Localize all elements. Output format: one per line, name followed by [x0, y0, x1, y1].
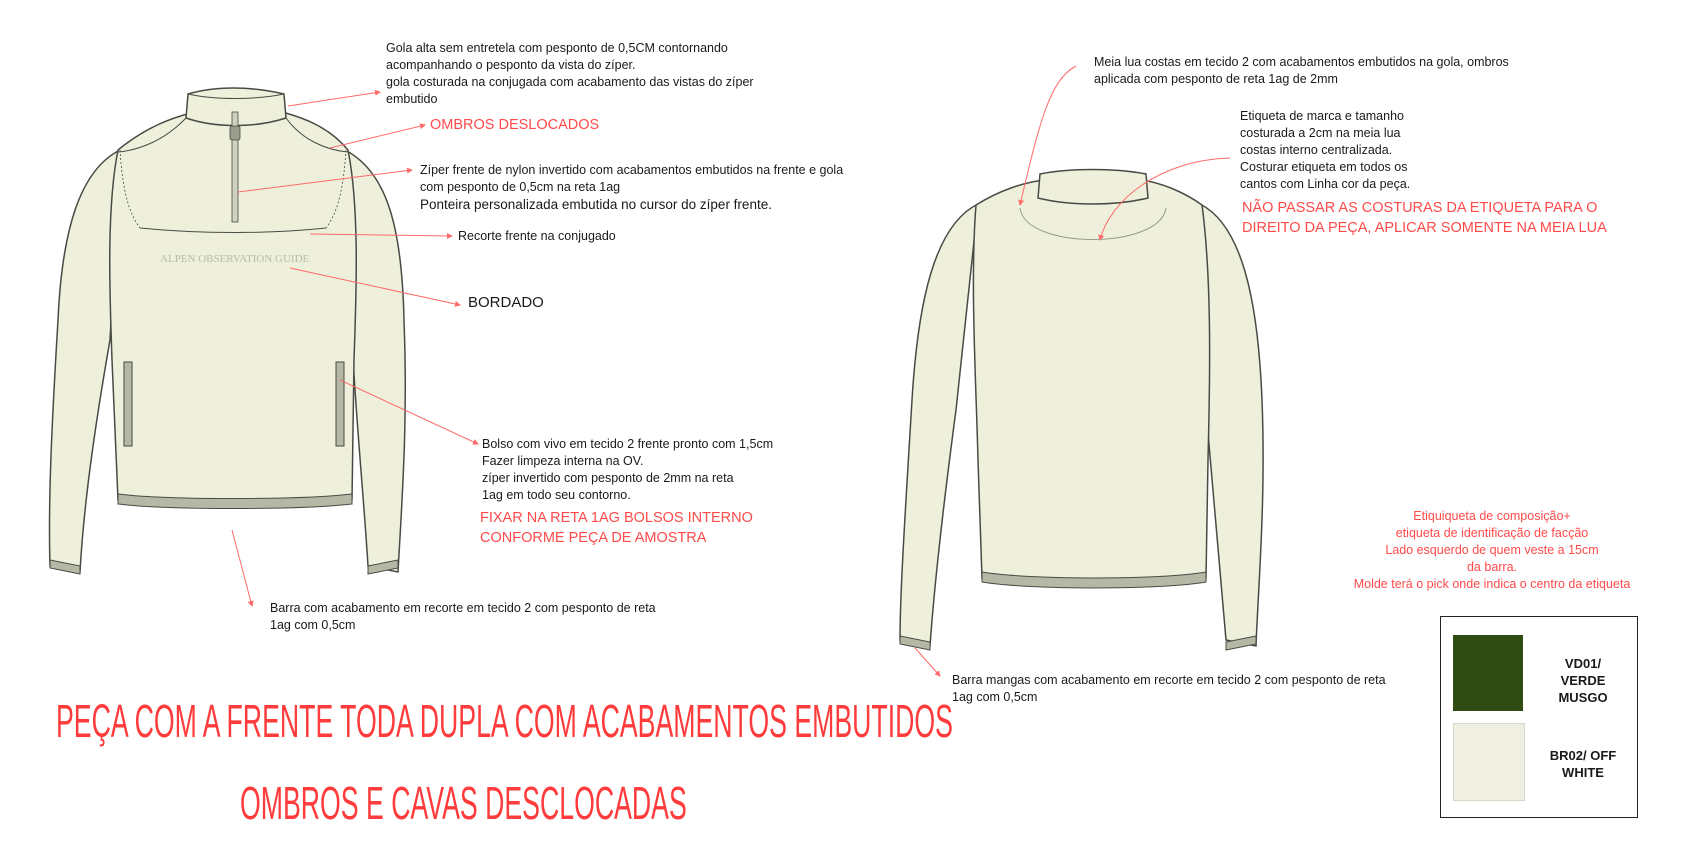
- pocket-note: [482, 436, 773, 504]
- hem-note-line: 1ag com 0,5cm: [270, 618, 356, 632]
- brand-label-note: [1240, 108, 1410, 193]
- embroidery-note: BORDADO: [468, 294, 544, 311]
- pocket-red-line: CONFORME PEÇA DE AMOSTRA: [480, 530, 707, 546]
- collar-note: [386, 40, 754, 108]
- composition-note: [1312, 508, 1672, 593]
- swatch-label-verde: [1541, 655, 1625, 706]
- swatch-code: BR02/ OFF: [1549, 748, 1617, 763]
- embroidery-mark: ALPEN OBSERVATION GUIDE: [160, 253, 310, 265]
- swatch-verde-musgo: [1453, 635, 1523, 711]
- collar-note-line: acompanhando o pesponto da vista do zíper.: [386, 58, 636, 72]
- swatch-color-name: WHITE: [1562, 765, 1604, 780]
- pocket-note-line: Bolso com vivo em tecido 2 frente pronto com 1,5cm: [482, 437, 774, 451]
- composition-note-line: Molde terá o pick onde indica o centro da etiqueta: [1353, 577, 1631, 591]
- swatch-off-white: [1453, 723, 1525, 801]
- swatch-label-off-white: [1541, 747, 1625, 781]
- label-red-line: DIREITO DA PEÇA, APLICAR SOMENTE NA MEIA LUA: [1242, 220, 1607, 236]
- collar-note-line: gola costurada na conjugada com acabamento das vistas do zíper: [386, 75, 754, 89]
- zipper-note-line: com pesponto de 0,5cm na reta 1ag: [420, 180, 621, 194]
- pocket-red-note: [480, 508, 753, 548]
- label-red-note: [1242, 198, 1607, 238]
- brand-label-note-line: Etiqueta de marca e tamanho: [1240, 109, 1404, 123]
- headline-front-double: PEÇA COM A FRENTE TODA DUPLA COM ACABAMENTOS EMBUTIDOS: [56, 695, 953, 747]
- half-moon-note-line: aplicada com pesponto de reta 1ag de 2mm: [1094, 72, 1338, 86]
- zipper-note: [420, 162, 843, 213]
- zipper-note-line: Zíper frente de nylon invertido com acabamentos embutidos na frente e gola: [420, 163, 844, 177]
- pocket-note-line: Fazer limpeza interna na OV.: [482, 454, 644, 468]
- brand-label-note-line: cantos com Linha cor da peça.: [1240, 177, 1411, 191]
- label-red-line: NÃO PASSAR AS COSTURAS DA ETIQUETA PARA O: [1242, 200, 1598, 216]
- half-moon-note-line: Meia lua costas em tecido 2 com acabamentos embutidos na gola, ombros: [1094, 55, 1509, 69]
- collar-note-line: Gola alta sem entretela com pesponto de 0,5CM contornando: [386, 41, 728, 55]
- shoulders-note: OMBROS DESLOCADOS: [430, 117, 600, 133]
- sleeve-hem-note-line: 1ag com 0,5cm: [952, 690, 1038, 704]
- composition-note-line: da barra.: [1466, 560, 1518, 574]
- pocket-red-line: FIXAR NA RETA 1AG BOLSOS INTERNO: [480, 510, 753, 526]
- collar-note-line: embutido: [386, 92, 438, 106]
- back-view-sweater: [900, 170, 1263, 651]
- composition-note-line: Lado esquerdo de quem veste a 15cm: [1385, 543, 1599, 557]
- hem-note: [270, 600, 656, 634]
- zipper-note-line: Ponteira personalizada embutida no cursor do zíper frente.: [420, 197, 772, 212]
- brand-label-note-line: costurada a 2cm na meia lua: [1240, 126, 1401, 140]
- swatch-color-name: MUSGO: [1558, 690, 1608, 705]
- hem-note-line: Barra com acabamento em recorte em tecido 2 com pesponto de reta: [270, 601, 656, 615]
- composition-note-line: etiqueta de identificação de facção: [1395, 526, 1589, 540]
- yoke-note: Recorte frente na conjugado: [458, 229, 616, 243]
- sleeve-hem-note-line: Barra mangas com acabamento em recorte em tecido 2 com pesponto de reta: [952, 673, 1386, 687]
- brand-label-note-line: costas interno centralizada.: [1240, 143, 1393, 157]
- headline-shoulders: OMBROS E CAVAS DESCLOCADAS: [240, 777, 687, 829]
- swatch-code: VD01/ VERDE: [1560, 656, 1606, 688]
- composition-note-line: Etiquiqueta de composição+: [1413, 509, 1571, 523]
- pocket-note-line: 1ag em todo seu contorno.: [482, 488, 631, 502]
- color-swatch-panel: [1440, 616, 1638, 818]
- brand-label-note-line: Costurar etiqueta em todos os: [1240, 160, 1408, 174]
- front-view-sweater: [49, 88, 405, 574]
- sleeve-hem-note: [952, 672, 1386, 706]
- pocket-note-line: zíper invertido com pesponto de 2mm na reta: [482, 471, 734, 485]
- half-moon-note: [1094, 54, 1509, 88]
